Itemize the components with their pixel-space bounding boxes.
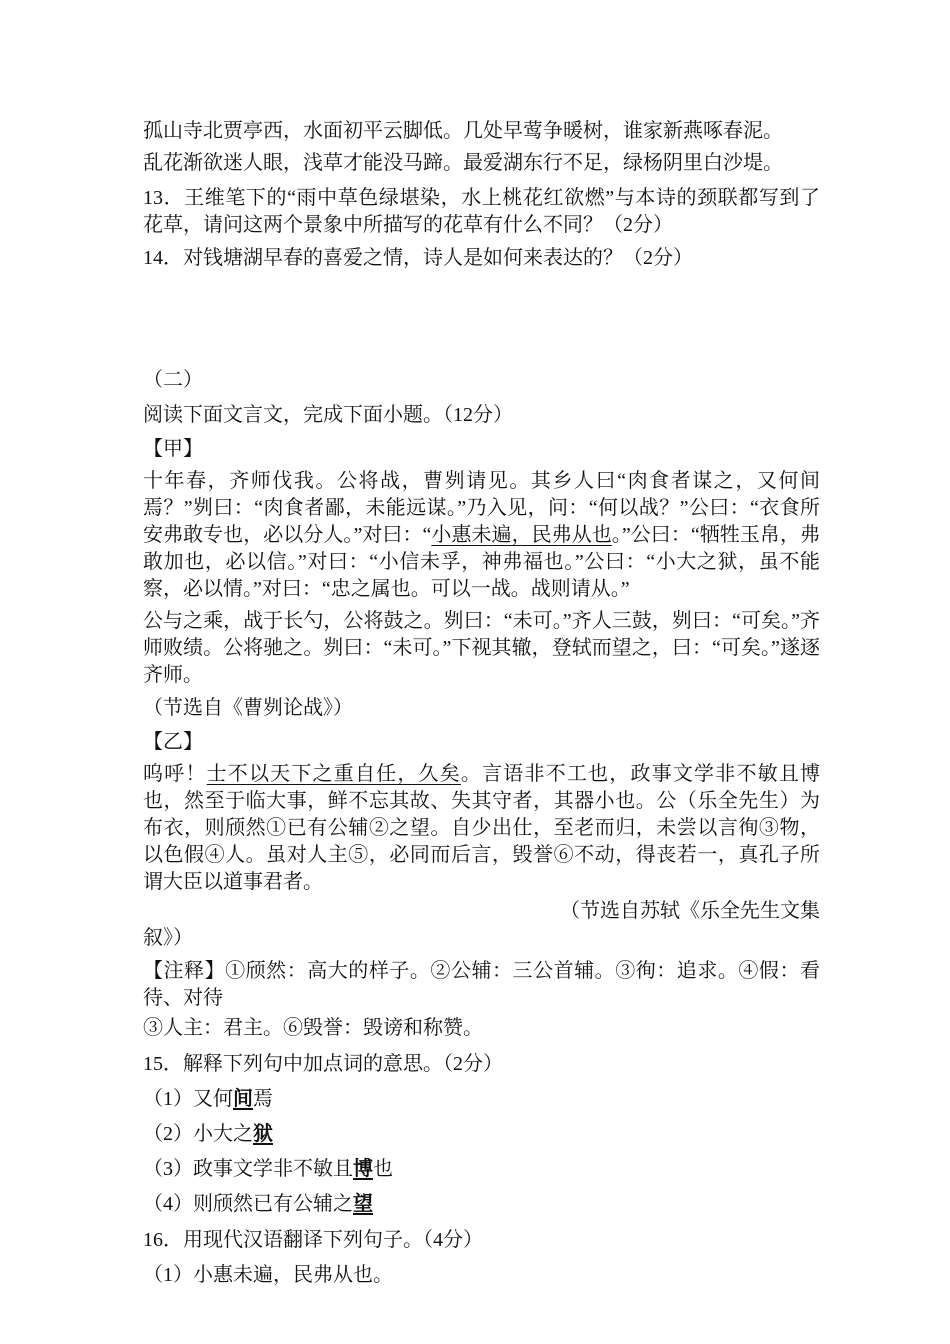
jia-p1-text-before: 十年春，齐师伐我。公将战，曹刿请见。其乡人曰“肉食者谋之，又何间焉？”刿曰：“肉食者鄙，未能远谋。”乃入见，问：“何以战？”公曰：“衣食所安弗敢专也，必以分人。”对曰：“ (143, 470, 820, 546)
q15-item-2-emphasized-word: 狱 (253, 1123, 273, 1145)
q15-item-3-suffix: 也 (373, 1158, 393, 1180)
q15-item-1-prefix: （1）又何 (143, 1088, 233, 1110)
passage-yi-label: 【乙】 (143, 731, 203, 753)
annotations-line-2: ③人主：君主。⑥毁誉：毁谤和称赞。 (143, 1017, 483, 1039)
passage-yi-source-line-2: 叙》） (143, 927, 193, 949)
question-16-stem: 16．用现代汉语翻译下列句子。（4分） (143, 1229, 483, 1251)
question-14: 14．对钱塘湖早春的喜爱之情，诗人是如何来表达的？（2分） (143, 247, 693, 269)
passage-jia-paragraph-2: 公与之乘，战于长勺，公将鼓之。刿曰：“未可。”齐人三鼓，刿曰：“可矣。”齐师败绩。公将驰之。刿曰：“未可。”下视其辙，登轼而望之，曰：“可矣。”遂逐齐师。 (143, 610, 820, 686)
question-13: 13．王维笔下的“雨中草色绿堪染，水上桃花红欲燃”与本诗的颈联都写到了花草，请问这两个景象中所描写的花草有什么不同？（2分） (143, 187, 820, 236)
yi-p1-text-before: 呜呼！ (143, 763, 207, 785)
question-15-item-4 (143, 1191, 820, 1218)
passage-jia-paragraph-1 (143, 468, 820, 603)
q15-item-1-suffix: 焉 (253, 1088, 273, 1110)
question-15-item-2 (143, 1121, 820, 1148)
q15-item-3-prefix: （3）政事文学非不敏且 (143, 1158, 353, 1180)
passage-jia-label: 【甲】 (143, 438, 203, 460)
jia-p1-text-after: 。”公曰：“牺牲玉帛，弗敢加也，必以信。”对曰：“小信未孚，神弗福也。”公曰：“小大之狱，虽不能察，必以情。”对曰：“忠之属也。可以一战。战则请从。” (143, 524, 820, 600)
question-15-item-3 (143, 1156, 820, 1183)
yi-p1-text-after: 。言语非不工也，政事文学非不敏且博也，然至于临大事，鲜不忘其故、失其守者，其器小也。公（乐全先生）为布衣，则颀然①已有公辅②之望。自少出仕，至老而归，未尝以言徇③物，以色假④人。虽对人主⑤，必同而后言，毁誉⑥不动，得丧若一，真孔子所谓大臣以道事君者。 (143, 763, 821, 893)
passage-jia-source: （节选自《曹刿论战》） (143, 697, 353, 719)
question-15-item-1 (143, 1086, 820, 1113)
q15-item-3-emphasized-word: 博 (353, 1158, 373, 1180)
poem-line-1: 孤山寺北贾亭西，水面初平云脚低。几处早莺争暖树，谁家新燕啄春泥。 (143, 120, 783, 142)
passage-yi-paragraph (143, 761, 820, 896)
question-16-item-1: （1）小惠未遍，民弗从也。 (143, 1264, 393, 1286)
section-2-label: （二） (143, 369, 203, 391)
jia-p1-underlined-phrase: 小惠未遍，民弗从也 (431, 524, 612, 546)
q15-item-4-emphasized-word: 望 (353, 1193, 373, 1215)
annotations-line-1: 【注释】①颀然：高大的样子。②公辅：三公首辅。③徇：追求。④假：看待、对待 (143, 960, 820, 1009)
section-2-intro: 阅读下面文言文，完成下面小题。（12分） (143, 404, 513, 426)
yi-p1-underlined-phrase: 士不以天下之重自任，久矣 (206, 763, 461, 785)
q15-item-4-prefix: （4）则颀然已有公辅之 (143, 1193, 353, 1215)
poem-line-2: 乱花渐欲迷人眼，浅草才能没马蹄。最爱湖东行不足，绿杨阴里白沙堤。 (143, 152, 783, 174)
passage-yi-source-line-1: （节选自苏轼《乐全先生文集 (560, 900, 820, 922)
q15-item-2-prefix: （2）小大之 (143, 1123, 253, 1145)
q15-item-1-emphasized-word: 间 (233, 1088, 253, 1110)
question-15-stem: 15．解释下列句中加点词的意思。（2分） (143, 1053, 503, 1075)
